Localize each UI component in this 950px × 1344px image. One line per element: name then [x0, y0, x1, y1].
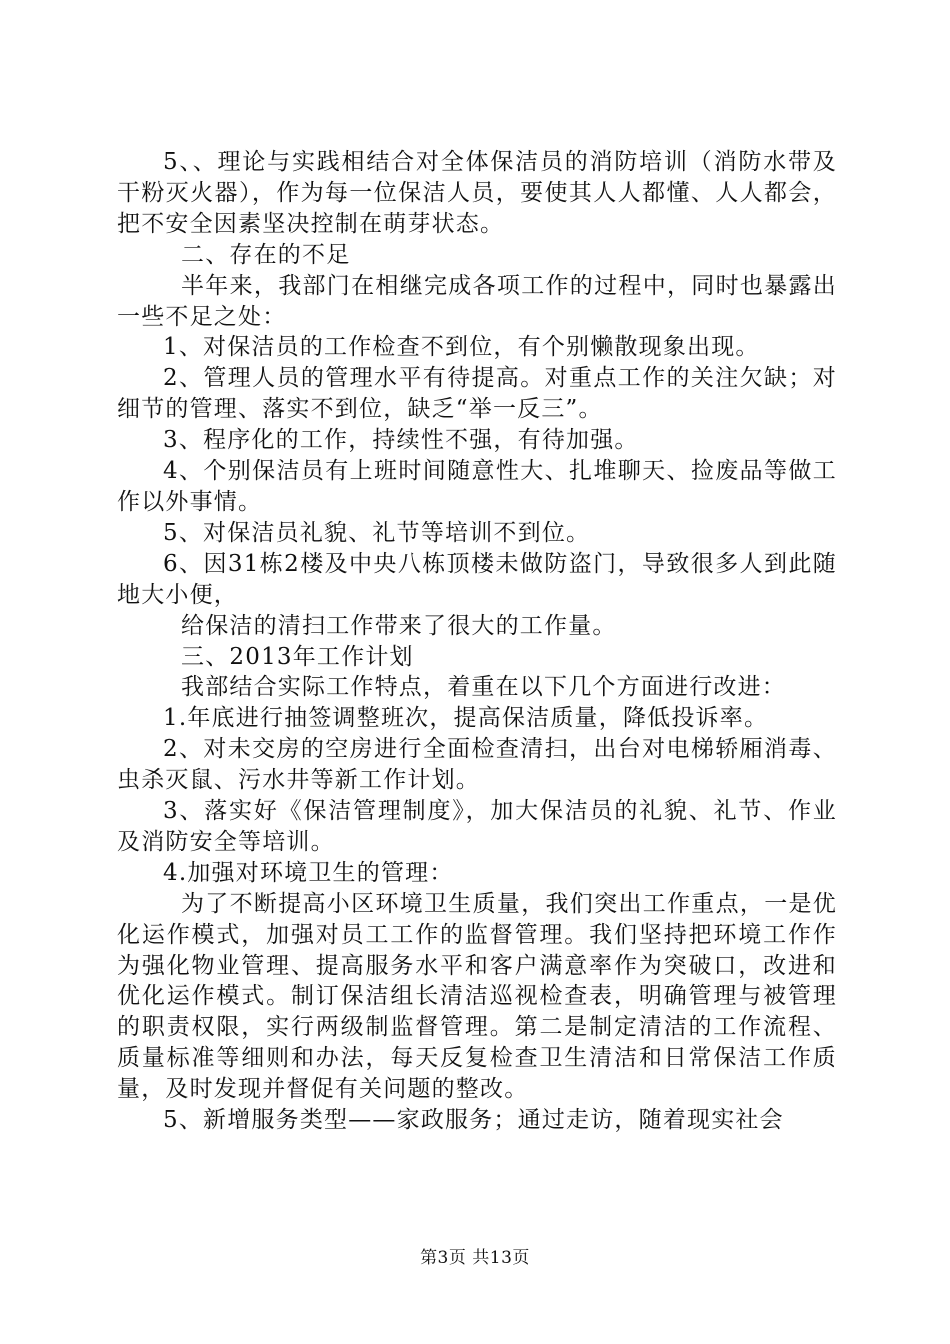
paragraph-shortcoming-4: 4、个别保洁员有上班时间随意性大、扎堆聊天、捡废品等做工作以外事情。 [117, 458, 837, 515]
paragraph-plan-3: 3、落实好《保洁管理制度》，加大保洁员的礼貌、礼节、作业及消防安全等培训。 [117, 798, 837, 855]
page-footer: 第3页 共13页 [420, 1248, 530, 1268]
document-body [117, 147, 837, 1136]
paragraph-shortcomings-intro: 半年来，我部门在相继完成各项工作的过程中，同时也暴露出一些不足之处： [117, 272, 837, 330]
paragraph-shortcoming-5: 5、对保洁员礼貌、礼节等培训不到位。 [163, 519, 591, 546]
paragraph-shortcoming-2: 2、管理人员的管理水平有待提高。对重点工作的关注欠缺；对细节的管理、落实不到位，缺乏“举一反三”。 [117, 365, 837, 423]
paragraph-plan-intro: 我部结合实际工作特点，着重在以下几个方面进行改进： [181, 674, 786, 701]
paragraph-plan-2: 2、对未交房的空房进行全面检查清扫，出台对电梯轿厢消毒、虫杀灭鼠、污水井等新工作计划。 [117, 736, 837, 794]
paragraph-shortcoming-1: 1、对保洁员的工作检查不到位，有个别懒散现象出现。 [163, 334, 760, 361]
paragraph-fire-training: 5、、理论与实践相结合对全体保洁员的消防培训（消防水带及干粉灭火器），作为每一位保洁人员，要使其人人都懂、人人都会，把不安全因素坚决控制在萌芽状态。 [117, 149, 837, 237]
section-heading-shortcomings: 二、存在的不足 [181, 241, 351, 268]
paragraph-plan-4-detail: 为了不断提高小区环境卫生质量，我们突出工作重点，一是优化运作模式，加强对员工工作的监督管理。我们坚持把环境工作作为强化物业管理、提高服务水平和客户满意率作为突破口，改进和优化运作模式。制订保洁组长清洁巡视检查表，明确管理与被管理的职责权限，实行两级制监督管理。第二是制定清洁的工作流程、质量标准等细则和办法，每天反复检查卫生清洁和日常保洁工作质量，及时发现并督促有关问题的整改。 [117, 890, 837, 1103]
paragraph-shortcoming-6: 6、因31栋2楼及中央八栋顶楼未做防盗门，导致很多人到此随地大小便， [117, 550, 837, 608]
paragraph-plan-5: 5、新增服务类型——家政服务；通过走访，随着现实社会 [163, 1107, 784, 1134]
paragraph-shortcoming-3: 3、程序化的工作，持续性不强，有待加强。 [163, 427, 639, 454]
paragraph-plan-1: 1.年底进行抽签调整班次，提高保洁质量，降低投诉率。 [163, 705, 769, 732]
section-heading-plan: 三、2013年工作计划 [181, 643, 414, 670]
paragraph-plan-4: 4.加强对环境卫生的管理： [163, 859, 454, 886]
paragraph-shortcoming-6-cont: 给保洁的清扫工作带来了很大的工作量。 [181, 612, 617, 639]
